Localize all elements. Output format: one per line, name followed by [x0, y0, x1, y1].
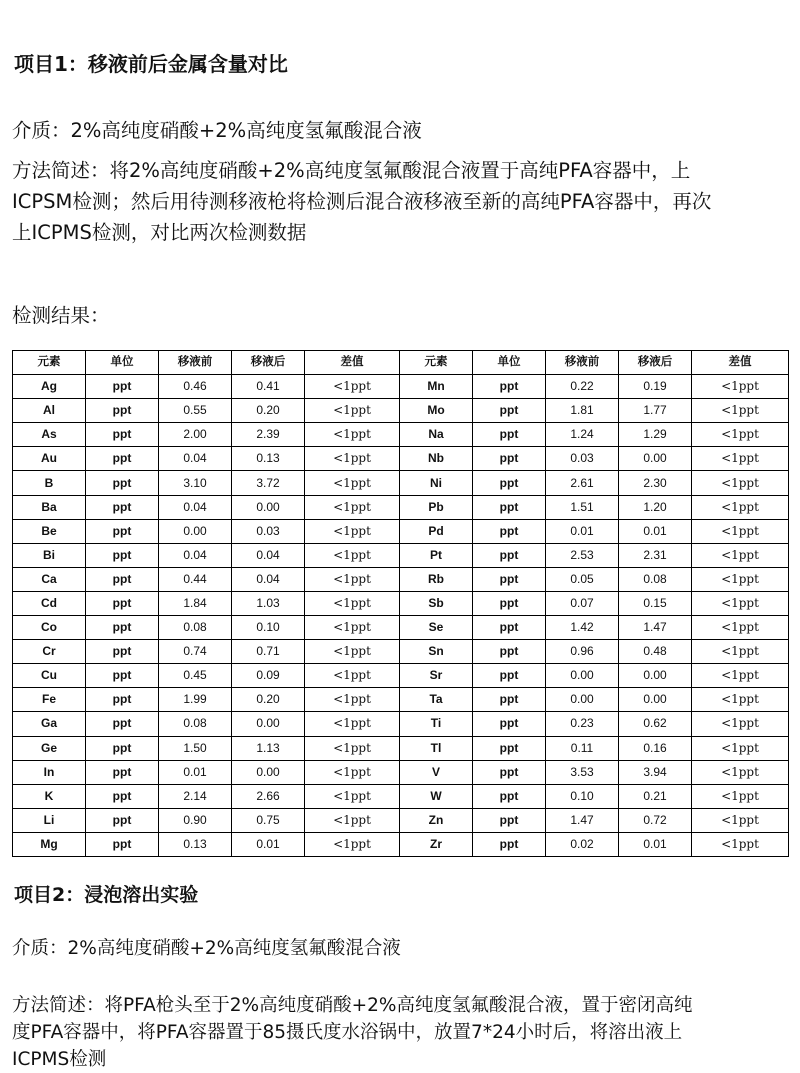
cell-before: 0.04 — [159, 495, 232, 519]
cell-diff: <1ppt — [305, 712, 400, 736]
cell-after: 0.00 — [619, 447, 692, 471]
cell-before: 3.53 — [546, 760, 619, 784]
cell-element: In — [13, 760, 86, 784]
cell-after: 0.20 — [232, 399, 305, 423]
cell-unit: ppt — [86, 423, 159, 447]
cell-diff: <1ppt — [305, 423, 400, 447]
cell-before: 1.99 — [159, 688, 232, 712]
cell-unit: ppt — [473, 567, 546, 591]
table-row — [13, 471, 789, 495]
cell-diff: <1ppt — [692, 375, 789, 399]
cell-unit: ppt — [473, 808, 546, 832]
table-row — [13, 784, 789, 808]
cell-after: 2.30 — [619, 471, 692, 495]
cell-element: Sr — [400, 664, 473, 688]
cell-after: 0.75 — [232, 808, 305, 832]
header-unit: 单位 — [86, 351, 159, 375]
cell-unit: ppt — [473, 447, 546, 471]
cell-element: Ca — [13, 567, 86, 591]
cell-unit: ppt — [86, 567, 159, 591]
cell-after: 1.03 — [232, 591, 305, 615]
cell-before: 0.44 — [159, 567, 232, 591]
cell-unit: ppt — [86, 664, 159, 688]
cell-unit: ppt — [86, 640, 159, 664]
cell-before: 1.84 — [159, 591, 232, 615]
cell-unit: ppt — [473, 423, 546, 447]
cell-before: 0.23 — [546, 712, 619, 736]
header-after: 移液后 — [232, 351, 305, 375]
project2-title: 项目2：浸泡溶出实验 — [14, 884, 199, 906]
table-row — [13, 567, 789, 591]
cell-element: Li — [13, 808, 86, 832]
cell-element: Zn — [400, 808, 473, 832]
results-label: 检测结果： — [12, 304, 110, 327]
cell-element: Co — [13, 616, 86, 640]
cell-diff: <1ppt — [692, 808, 789, 832]
table-row — [13, 736, 789, 760]
cell-before: 0.08 — [159, 616, 232, 640]
cell-before: 0.03 — [546, 447, 619, 471]
cell-after: 0.41 — [232, 375, 305, 399]
cell-unit: ppt — [473, 591, 546, 615]
cell-unit: ppt — [86, 591, 159, 615]
cell-after: 0.00 — [232, 712, 305, 736]
cell-unit: ppt — [86, 688, 159, 712]
cell-element: Se — [400, 616, 473, 640]
cell-element: Ag — [13, 375, 86, 399]
cell-before: 1.47 — [546, 808, 619, 832]
project2-method-line-2: 度PFA容器中，将PFA容器置于85摄氏度水浴锅中，放置7*24小时后，将溶出液上 — [12, 1022, 683, 1043]
header-unit: 单位 — [473, 351, 546, 375]
cell-diff: <1ppt — [692, 760, 789, 784]
table-row — [13, 712, 789, 736]
cell-unit: ppt — [86, 616, 159, 640]
cell-diff: <1ppt — [692, 832, 789, 856]
cell-diff: <1ppt — [692, 447, 789, 471]
cell-diff: <1ppt — [692, 495, 789, 519]
cell-element: B — [13, 471, 86, 495]
cell-unit: ppt — [86, 760, 159, 784]
cell-before: 0.04 — [159, 447, 232, 471]
cell-diff: <1ppt — [692, 664, 789, 688]
cell-element: Au — [13, 447, 86, 471]
cell-before: 1.51 — [546, 495, 619, 519]
cell-unit: ppt — [86, 832, 159, 856]
cell-after: 0.71 — [232, 640, 305, 664]
cell-before: 0.01 — [546, 519, 619, 543]
cell-after: 0.04 — [232, 567, 305, 591]
cell-unit: ppt — [86, 495, 159, 519]
cell-diff: <1ppt — [305, 399, 400, 423]
cell-element: Al — [13, 399, 86, 423]
cell-diff: <1ppt — [305, 447, 400, 471]
cell-element: Pb — [400, 495, 473, 519]
cell-element: Cr — [13, 640, 86, 664]
cell-element: Cu — [13, 664, 86, 688]
cell-after: 1.47 — [619, 616, 692, 640]
cell-after: 0.19 — [619, 375, 692, 399]
cell-after: 2.39 — [232, 423, 305, 447]
cell-unit: ppt — [86, 519, 159, 543]
cell-unit: ppt — [86, 543, 159, 567]
cell-before: 0.04 — [159, 543, 232, 567]
cell-before: 0.55 — [159, 399, 232, 423]
cell-diff: <1ppt — [305, 591, 400, 615]
cell-before: 0.00 — [159, 519, 232, 543]
table-row — [13, 423, 789, 447]
header-diff: 差值 — [692, 351, 789, 375]
cell-unit: ppt — [473, 375, 546, 399]
cell-before: 2.14 — [159, 784, 232, 808]
cell-diff: <1ppt — [692, 640, 789, 664]
table-row — [13, 495, 789, 519]
cell-diff: <1ppt — [692, 712, 789, 736]
cell-after: 0.00 — [619, 664, 692, 688]
cell-before: 0.10 — [546, 784, 619, 808]
cell-after: 3.94 — [619, 760, 692, 784]
cell-element: Ge — [13, 736, 86, 760]
cell-diff: <1ppt — [305, 471, 400, 495]
table-row — [13, 640, 789, 664]
cell-unit: ppt — [473, 399, 546, 423]
cell-after: 0.01 — [619, 519, 692, 543]
cell-before: 0.11 — [546, 736, 619, 760]
cell-unit: ppt — [473, 519, 546, 543]
cell-diff: <1ppt — [305, 784, 400, 808]
cell-before: 0.08 — [159, 712, 232, 736]
table-header-row — [13, 351, 789, 375]
header-after: 移液后 — [619, 351, 692, 375]
project2-method-line-3: ICPMS检测 — [12, 1049, 107, 1070]
cell-element: K — [13, 784, 86, 808]
cell-after: 3.72 — [232, 471, 305, 495]
cell-element: Fe — [13, 688, 86, 712]
table-row — [13, 664, 789, 688]
cell-after: 0.72 — [619, 808, 692, 832]
cell-unit: ppt — [86, 808, 159, 832]
cell-after: 0.08 — [619, 567, 692, 591]
cell-unit: ppt — [473, 688, 546, 712]
cell-before: 2.61 — [546, 471, 619, 495]
cell-element: Zr — [400, 832, 473, 856]
cell-after: 1.29 — [619, 423, 692, 447]
cell-unit: ppt — [473, 616, 546, 640]
cell-element: Nb — [400, 447, 473, 471]
cell-unit: ppt — [86, 784, 159, 808]
cell-element: As — [13, 423, 86, 447]
table-row — [13, 688, 789, 712]
header-before: 移液前 — [159, 351, 232, 375]
cell-before: 3.10 — [159, 471, 232, 495]
cell-unit: ppt — [86, 736, 159, 760]
cell-before: 0.90 — [159, 808, 232, 832]
cell-before: 0.00 — [546, 688, 619, 712]
cell-diff: <1ppt — [692, 567, 789, 591]
cell-before: 0.45 — [159, 664, 232, 688]
table-row — [13, 447, 789, 471]
cell-diff: <1ppt — [692, 471, 789, 495]
cell-before: 0.02 — [546, 832, 619, 856]
header-diff: 差值 — [305, 351, 400, 375]
project1-medium: 介质：2%高纯度硝酸+2%高纯度氢氟酸混合液 — [12, 119, 422, 142]
cell-before: 0.01 — [159, 760, 232, 784]
cell-after: 0.15 — [619, 591, 692, 615]
cell-after: 0.01 — [619, 832, 692, 856]
cell-unit: ppt — [473, 832, 546, 856]
cell-element: Ta — [400, 688, 473, 712]
table-row — [13, 375, 789, 399]
cell-diff: <1ppt — [692, 519, 789, 543]
cell-before: 0.13 — [159, 832, 232, 856]
cell-diff: <1ppt — [692, 543, 789, 567]
cell-diff: <1ppt — [305, 567, 400, 591]
cell-before: 0.05 — [546, 567, 619, 591]
table-row — [13, 760, 789, 784]
cell-element: Pd — [400, 519, 473, 543]
cell-diff: <1ppt — [305, 616, 400, 640]
cell-element: Mo — [400, 399, 473, 423]
cell-after: 0.62 — [619, 712, 692, 736]
cell-diff: <1ppt — [305, 519, 400, 543]
cell-before: 0.22 — [546, 375, 619, 399]
cell-unit: ppt — [473, 784, 546, 808]
cell-diff: <1ppt — [305, 640, 400, 664]
cell-diff: <1ppt — [305, 543, 400, 567]
cell-diff: <1ppt — [692, 616, 789, 640]
cell-diff: <1ppt — [692, 423, 789, 447]
cell-after: 0.16 — [619, 736, 692, 760]
cell-after: 0.48 — [619, 640, 692, 664]
cell-element: Sn — [400, 640, 473, 664]
cell-after: 1.77 — [619, 399, 692, 423]
cell-after: 0.13 — [232, 447, 305, 471]
cell-unit: ppt — [473, 760, 546, 784]
cell-after: 0.00 — [232, 495, 305, 519]
cell-element: Ti — [400, 712, 473, 736]
cell-element: Rb — [400, 567, 473, 591]
cell-element: W — [400, 784, 473, 808]
cell-diff: <1ppt — [692, 591, 789, 615]
cell-diff: <1ppt — [305, 375, 400, 399]
project1-method-line-1: 方法简述：将2%高纯度硝酸+2%高纯度氢氟酸混合液置于高纯PFA容器中，上 — [12, 159, 691, 182]
cell-unit: ppt — [86, 712, 159, 736]
cell-unit: ppt — [86, 447, 159, 471]
table-row — [13, 591, 789, 615]
cell-diff: <1ppt — [305, 495, 400, 519]
cell-after: 1.13 — [232, 736, 305, 760]
cell-after: 0.00 — [232, 760, 305, 784]
cell-diff: <1ppt — [305, 688, 400, 712]
cell-diff: <1ppt — [305, 664, 400, 688]
cell-after: 1.20 — [619, 495, 692, 519]
cell-element: Na — [400, 423, 473, 447]
cell-after: 0.10 — [232, 616, 305, 640]
cell-unit: ppt — [473, 664, 546, 688]
table-row — [13, 519, 789, 543]
table-row — [13, 616, 789, 640]
cell-after: 2.66 — [232, 784, 305, 808]
project2-method-line-1: 方法简述：将PFA枪头至于2%高纯度硝酸+2%高纯度氢氟酸混合液，置于密闭高纯 — [12, 995, 693, 1016]
cell-unit: ppt — [86, 399, 159, 423]
header-before: 移液前 — [546, 351, 619, 375]
cell-after: 0.01 — [232, 832, 305, 856]
cell-diff: <1ppt — [692, 688, 789, 712]
cell-after: 0.04 — [232, 543, 305, 567]
cell-element: Pt — [400, 543, 473, 567]
cell-before: 0.46 — [159, 375, 232, 399]
cell-element: Cd — [13, 591, 86, 615]
project2-medium: 介质：2%高纯度硝酸+2%高纯度氢氟酸混合液 — [12, 938, 401, 959]
cell-diff: <1ppt — [305, 760, 400, 784]
cell-unit: ppt — [86, 471, 159, 495]
table-row — [13, 399, 789, 423]
cell-before: 0.96 — [546, 640, 619, 664]
cell-diff: <1ppt — [692, 736, 789, 760]
cell-element: Bi — [13, 543, 86, 567]
project1-title: 项目1：移液前后金属含量对比 — [14, 52, 288, 76]
cell-diff: <1ppt — [692, 784, 789, 808]
cell-before: 2.53 — [546, 543, 619, 567]
cell-diff: <1ppt — [692, 399, 789, 423]
cell-unit: ppt — [473, 736, 546, 760]
cell-before: 1.42 — [546, 616, 619, 640]
cell-element: Mn — [400, 375, 473, 399]
cell-element: Sb — [400, 591, 473, 615]
cell-element: Tl — [400, 736, 473, 760]
cell-unit: ppt — [86, 375, 159, 399]
cell-element: Be — [13, 519, 86, 543]
table-row — [13, 543, 789, 567]
table-row — [13, 832, 789, 856]
cell-diff: <1ppt — [305, 832, 400, 856]
cell-after: 0.03 — [232, 519, 305, 543]
table-row — [13, 808, 789, 832]
cell-unit: ppt — [473, 471, 546, 495]
cell-element: Ga — [13, 712, 86, 736]
table-body — [13, 375, 789, 857]
cell-before: 1.24 — [546, 423, 619, 447]
cell-unit: ppt — [473, 495, 546, 519]
header-element: 元素 — [400, 351, 473, 375]
cell-before: 2.00 — [159, 423, 232, 447]
cell-before: 0.07 — [546, 591, 619, 615]
project1-method-line-3: 上ICPMS检测，对比两次检测数据 — [12, 221, 307, 244]
project1-method-line-2: ICPSM检测；然后用待测移液枪将检测后混合液移液至新的高纯PFA容器中，再次 — [12, 190, 712, 213]
cell-before: 1.50 — [159, 736, 232, 760]
cell-after: 0.21 — [619, 784, 692, 808]
cell-element: Mg — [13, 832, 86, 856]
cell-after: 0.20 — [232, 688, 305, 712]
cell-element: Ni — [400, 471, 473, 495]
cell-diff: <1ppt — [305, 808, 400, 832]
cell-element: Ba — [13, 495, 86, 519]
cell-diff: <1ppt — [305, 736, 400, 760]
cell-before: 1.81 — [546, 399, 619, 423]
cell-before: 0.00 — [546, 664, 619, 688]
cell-unit: ppt — [473, 543, 546, 567]
cell-after: 0.00 — [619, 688, 692, 712]
cell-unit: ppt — [473, 712, 546, 736]
cell-unit: ppt — [473, 640, 546, 664]
cell-after: 0.09 — [232, 664, 305, 688]
header-element: 元素 — [13, 351, 86, 375]
results-table — [12, 350, 789, 857]
cell-after: 2.31 — [619, 543, 692, 567]
cell-element: V — [400, 760, 473, 784]
cell-before: 0.74 — [159, 640, 232, 664]
